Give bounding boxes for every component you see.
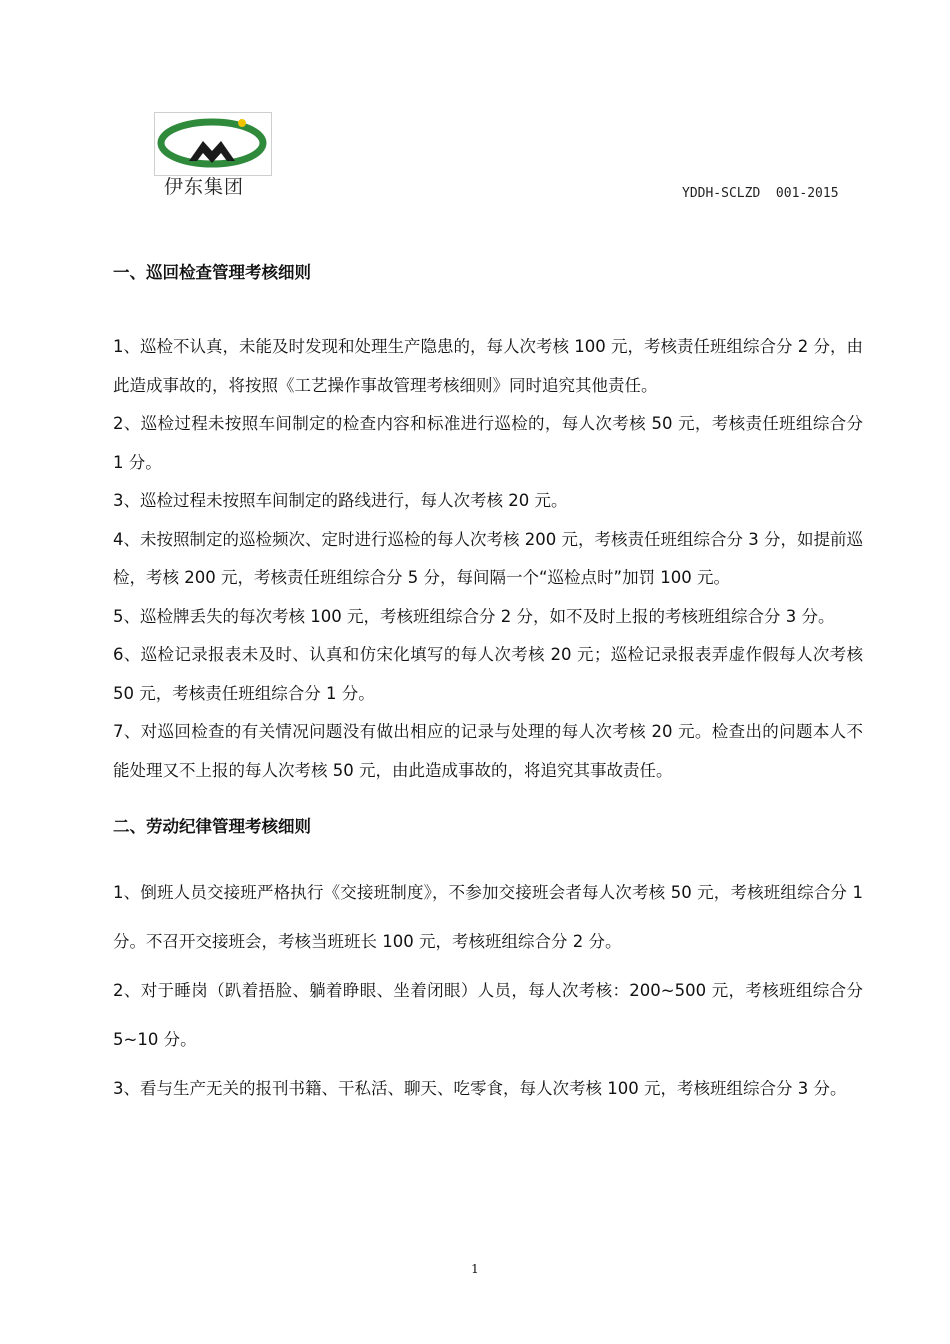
company-name: 伊东集团 (164, 176, 245, 198)
section-title: 一、巡回检查管理考核细则 (113, 263, 311, 282)
document-code: YDDH-SCLZD 001-2015 (682, 186, 839, 201)
clause-1-4: 4、未按照制定的巡检频次、定时进行巡检的每人次考核 200 元，考核责任班组综合分 3 分，如提前巡检，考核 200 元，考核责任班组综合分 5 分，每间隔一个“巡检点时”加罚 100 元。 (113, 529, 863, 587)
company-logo (154, 112, 272, 176)
clause-1-1: 1、巡检不认真，未能及时发现和处理生产隐患的，每人次考核 100 元，考核责任班组综合分 2 分，由此造成事故的，将按照《工艺操作事故管理考核细则》同时追究其他责任。 (113, 337, 863, 395)
clause-1-5: 5、巡检牌丢失的每次考核 100 元，考核班组综合分 2 分，如不及时上报的考核班组综合分 3 分。 (113, 606, 835, 626)
clause-2-1: 1、倒班人员交接班严格执行《交接班制度》，不参加交接班会者每人次考核 50 元，考核班组综合分 1 分。不召开交接班会，考核当班班长 100 元，考核班组综合分 2 分。 (113, 883, 863, 951)
document-body (113, 256, 863, 1113)
clause-2-3: 3、看与生产无关的报刊书籍、干私活、聊天、吃零食，每人次考核 100 元，考核班组综合分 3 分。 (113, 1079, 847, 1098)
clause-2-2: 2、对于睡岗（趴着捂脸、躺着睁眼、坐着闭眼）人员，每人次考核：200~500 元，考核班组综合分 5~10 分。 (113, 981, 863, 1049)
clause-1-6: 6、巡检记录报表未及时、认真和仿宋化填写的每人次考核 20 元；巡检记录报表弄虚作假每人次考核 50 元，考核责任班组综合分 1 分。 (113, 645, 863, 703)
page-number: 1 (471, 1262, 479, 1276)
logo-emblem-icon (155, 113, 271, 175)
clause-1-7: 7、对巡回检查的有关情况问题没有做出相应的记录与处理的每人次考核 20 元。检查出的问题本人不能处理又不上报的每人次考核 50 元，由此造成事故的，将追究其事故责任。 (113, 722, 863, 780)
section-title: 二、劳动纪律管理考核细则 (113, 817, 311, 836)
clause-1-2: 2、巡检过程未按照车间制定的检查内容和标准进行巡检的，每人次考核 50 元，考核责任班组综合分 1 分。 (113, 414, 863, 472)
clause-1-3: 3、巡检过程未按照车间制定的路线进行，每人次考核 20 元。 (113, 491, 568, 510)
